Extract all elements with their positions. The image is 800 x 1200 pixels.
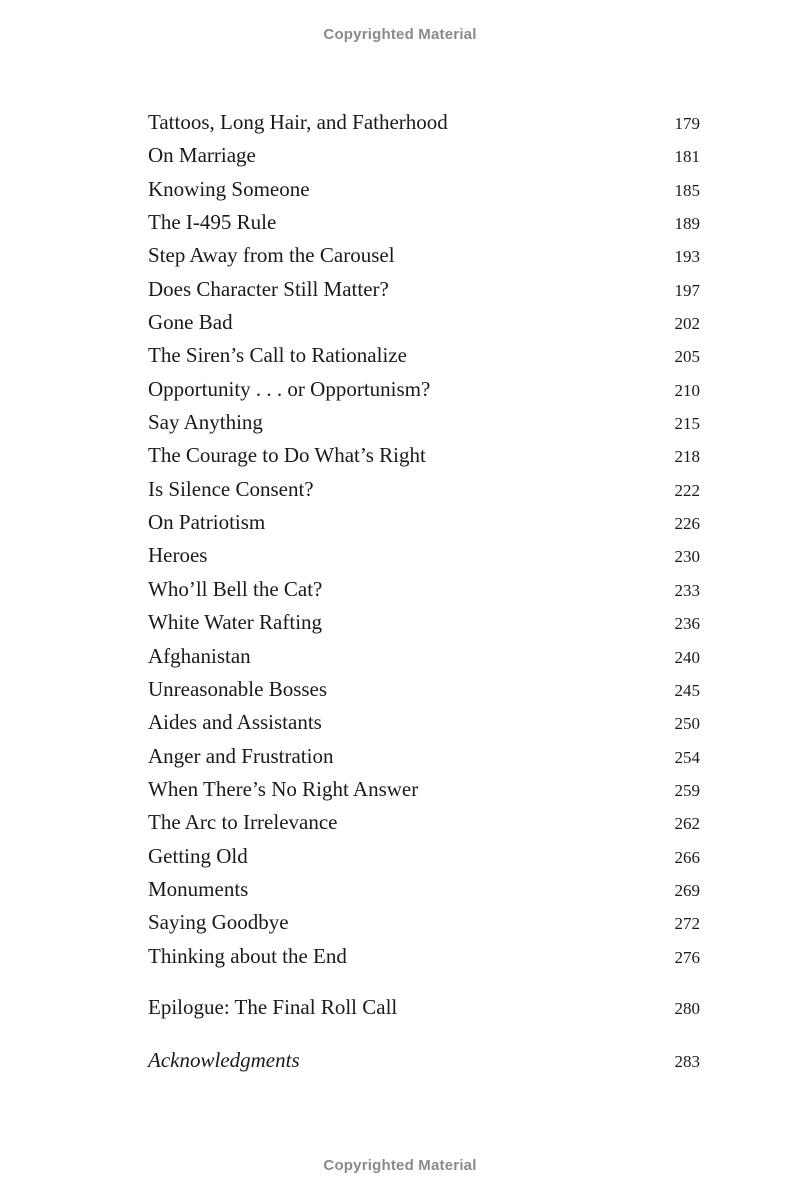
toc-entry-page: 280 bbox=[674, 998, 700, 1018]
toc-entry-title: Afghanistan bbox=[148, 643, 251, 668]
toc-entry-title: Heroes bbox=[148, 543, 208, 568]
toc-entry-title: When There’s No Right Answer bbox=[148, 776, 419, 801]
toc-entry bbox=[148, 840, 700, 873]
toc-entry bbox=[148, 139, 700, 172]
toc-entry-epilogue bbox=[148, 991, 700, 1024]
toc-entry bbox=[148, 606, 700, 639]
toc-entry-title: The Courage to Do What’s Right bbox=[148, 443, 426, 468]
toc-entry-title: Getting Old bbox=[148, 843, 248, 868]
toc-entry-title: Anger and Frustration bbox=[148, 743, 334, 768]
toc-entry-title: Does Character Still Matter? bbox=[148, 276, 389, 301]
toc-entry-page: 250 bbox=[674, 714, 700, 734]
toc-entry-title: Knowing Someone bbox=[148, 176, 310, 201]
toc-entry bbox=[148, 473, 700, 506]
toc-entry-page: 240 bbox=[674, 647, 700, 667]
toc-entry-page: 222 bbox=[674, 480, 700, 500]
toc-entry bbox=[148, 339, 700, 372]
toc-entry bbox=[148, 506, 700, 539]
toc-entry-title: The I-495 Rule bbox=[148, 210, 277, 235]
toc-entry bbox=[148, 373, 700, 406]
toc-entry-title: Acknowledgments bbox=[148, 1048, 300, 1073]
toc-entry bbox=[148, 673, 700, 706]
toc-entry-page: 245 bbox=[674, 680, 700, 700]
toc-entry bbox=[148, 173, 700, 206]
toc-entry-page: 205 bbox=[674, 347, 700, 367]
toc-entry bbox=[148, 406, 700, 439]
toc-entry-page: 276 bbox=[674, 947, 700, 967]
toc-entry-page: 262 bbox=[674, 814, 700, 834]
toc-entry-page: 254 bbox=[674, 747, 700, 767]
toc-entry-title: On Marriage bbox=[148, 143, 256, 168]
toc-entry-title: Gone Bad bbox=[148, 310, 233, 335]
toc-entry bbox=[148, 773, 700, 806]
table-of-contents bbox=[148, 106, 700, 1078]
toc-entry bbox=[148, 806, 700, 839]
toc-entry bbox=[148, 539, 700, 572]
toc-entry bbox=[148, 439, 700, 472]
toc-entry-title: White Water Rafting bbox=[148, 610, 323, 635]
toc-entry-page: 197 bbox=[674, 280, 700, 300]
toc-entry bbox=[148, 873, 700, 906]
toc-entry-page: 230 bbox=[674, 547, 700, 567]
toc-entry-acknowledgments bbox=[148, 1044, 700, 1077]
toc-entry-page: 266 bbox=[674, 847, 700, 867]
toc-entry bbox=[148, 306, 700, 339]
toc-entry-page: 226 bbox=[674, 514, 700, 534]
toc-entry-page: 179 bbox=[674, 114, 700, 133]
toc-entry-title: Monuments bbox=[148, 876, 249, 901]
toc-entry-title: Step Away from the Carousel bbox=[148, 243, 395, 268]
toc-entry-title: The Siren’s Call to Rationalize bbox=[148, 343, 407, 368]
toc-entry bbox=[148, 940, 700, 973]
toc-entry-page: 210 bbox=[674, 380, 700, 400]
toc-entry bbox=[148, 106, 700, 139]
toc-entry bbox=[148, 740, 700, 773]
toc-entry bbox=[148, 206, 700, 239]
toc-entry-page: 185 bbox=[674, 180, 700, 200]
toc-entry bbox=[148, 273, 700, 306]
toc-entry-page: 218 bbox=[674, 447, 700, 467]
toc-entry-title: Who’ll Bell the Cat? bbox=[148, 576, 323, 601]
toc-entry-title: Epilogue: The Final Roll Call bbox=[148, 994, 398, 1019]
toc-entry-page: 233 bbox=[674, 580, 700, 600]
copyright-watermark-bottom: Copyrighted Material bbox=[323, 1157, 477, 1174]
toc-entry-title: Unreasonable Bosses bbox=[148, 676, 328, 701]
toc-entry-title: The Arc to Irrelevance bbox=[148, 810, 338, 835]
toc-entry-page: 189 bbox=[674, 214, 700, 234]
toc-entry-page: 215 bbox=[674, 414, 700, 434]
toc-entry-title: Tattoos, Long Hair, and Fatherhood bbox=[148, 110, 448, 134]
toc-entry-page: 236 bbox=[674, 614, 700, 634]
toc-entry-page: 283 bbox=[674, 1052, 700, 1072]
toc-entry-page: 181 bbox=[674, 147, 700, 167]
toc-entry-title: Thinking about the End bbox=[148, 943, 347, 968]
toc-entry-page: 193 bbox=[674, 247, 700, 267]
toc-entry-page: 272 bbox=[674, 914, 700, 934]
copyright-watermark-top: Copyrighted Material bbox=[323, 26, 477, 43]
toc-entry bbox=[148, 239, 700, 272]
toc-entry-title: Aides and Assistants bbox=[148, 710, 322, 735]
toc-entry bbox=[148, 573, 700, 606]
toc-entry bbox=[148, 706, 700, 739]
toc-entry-page: 259 bbox=[674, 780, 700, 800]
toc-entry-title: Saying Goodbye bbox=[148, 910, 289, 935]
toc-entry bbox=[148, 640, 700, 673]
toc-entry-page: 202 bbox=[674, 314, 700, 334]
toc-entry bbox=[148, 906, 700, 939]
toc-entry-title: Opportunity . . . or Opportunism? bbox=[148, 376, 431, 401]
toc-entry-title: Is Silence Consent? bbox=[148, 476, 314, 501]
toc-entry-title: Say Anything bbox=[148, 410, 263, 435]
toc-entry-title: On Patriotism bbox=[148, 510, 266, 535]
toc-entry-page: 269 bbox=[674, 880, 700, 900]
